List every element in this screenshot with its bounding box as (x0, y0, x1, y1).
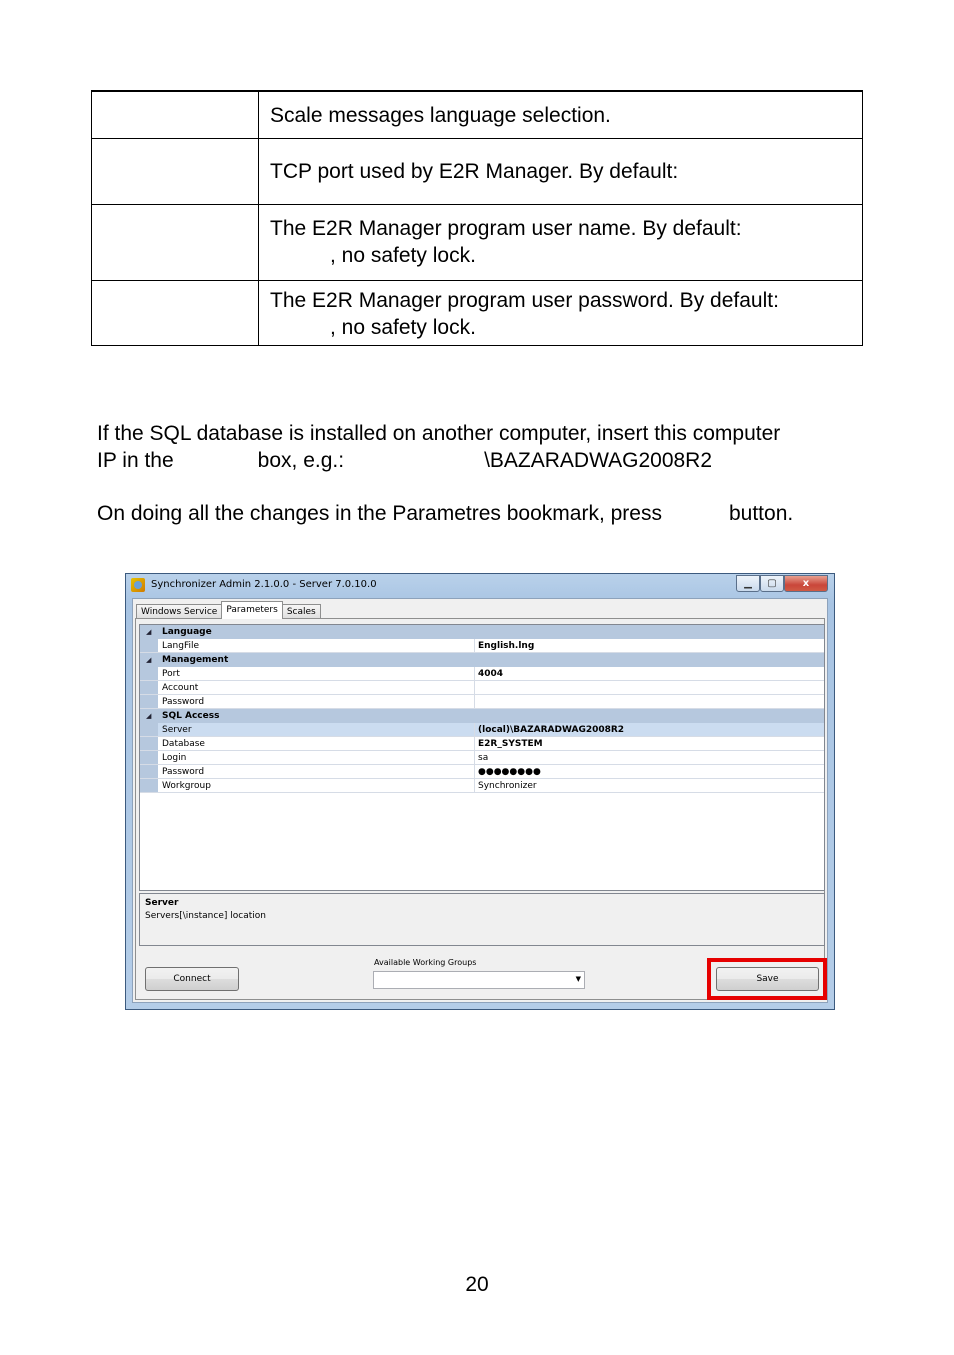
tab-strip (136, 602, 320, 619)
paragraph-line (97, 447, 780, 474)
grid-margin (140, 695, 158, 708)
paragraph-text: \BAZARADWAG2008R2 (484, 449, 713, 472)
page-number: 20 (465, 1273, 489, 1296)
paragraph-text: IP in the (97, 449, 174, 472)
maximize-button[interactable] (760, 575, 784, 592)
parameter-description: Scale messages language selection. (270, 104, 611, 127)
grid-margin (140, 751, 158, 764)
parameter-description-cell (259, 139, 863, 205)
grid-property-value[interactable]: (local)\BAZARADWAG2008R2 (478, 725, 625, 735)
grid-property-name: Password (162, 697, 205, 707)
grid-category[interactable] (140, 625, 824, 639)
grid-column-separator (474, 667, 475, 680)
grid-column-separator (474, 681, 475, 694)
working-groups-select[interactable] (373, 971, 585, 989)
minimize-button[interactable] (736, 575, 760, 592)
grid-category-label: Management (162, 655, 229, 665)
minimize-icon: ▁ (744, 578, 752, 589)
parameter-description-cell (259, 281, 863, 346)
sql-remote-paragraph (97, 420, 780, 474)
grid-property-row[interactable] (140, 667, 824, 681)
grid-margin (140, 779, 158, 792)
grid-column-separator (474, 695, 475, 708)
grid-margin (140, 723, 158, 736)
table-row (92, 139, 863, 205)
maximize-icon: ▢ (767, 578, 777, 589)
connect-button[interactable]: Connect (145, 967, 239, 991)
grid-property-name: Database (162, 739, 205, 749)
grid-property-value[interactable]: E2R_SYSTEM (478, 739, 543, 749)
grid-column-separator (474, 779, 475, 792)
grid-property-name: LangFile (162, 641, 200, 651)
grid-property-row[interactable] (140, 751, 824, 765)
collapse-arrow-icon[interactable]: ◢ (146, 628, 152, 636)
grid-property-row[interactable] (140, 737, 824, 751)
grid-column-separator (474, 639, 475, 652)
grid-property-value[interactable]: sa (478, 753, 489, 763)
paragraph-text: box, e.g.: (257, 449, 345, 472)
grid-property-row[interactable] (140, 779, 824, 793)
grid-property-row[interactable] (140, 681, 824, 695)
close-icon: x (802, 578, 810, 589)
close-button[interactable] (784, 575, 828, 592)
grid-property-name: Port (162, 669, 180, 679)
parameter-description-note: , no safety lock. (330, 244, 476, 267)
save-instruction-paragraph (97, 500, 793, 527)
grid-property-name: Server (162, 725, 192, 735)
property-grid[interactable] (139, 624, 825, 891)
tab-windows-service[interactable]: Windows Service (136, 604, 222, 619)
paragraph-text: On doing all the changes in the Parametres bookmark, press (97, 502, 662, 525)
save-button[interactable]: Save (716, 967, 819, 991)
grid-property-value[interactable]: ●●●●●●●● (478, 767, 541, 777)
table-row (92, 91, 863, 139)
dropdown-arrow-icon[interactable]: ▼ (575, 975, 581, 983)
working-groups-label: Available Working Groups (374, 958, 477, 967)
collapse-arrow-icon[interactable]: ◢ (146, 656, 152, 664)
grid-property-row[interactable] (140, 695, 824, 709)
grid-property-name: Login (162, 753, 187, 763)
tab-scales[interactable]: Scales (282, 604, 321, 619)
table-row (92, 281, 863, 346)
grid-category[interactable] (140, 653, 824, 667)
grid-margin (140, 667, 158, 680)
grid-column-separator (474, 737, 475, 750)
parameter-table (91, 90, 863, 346)
paragraph-line: If the SQL database is installed on another computer, insert this computer (97, 422, 781, 445)
grid-margin (140, 681, 158, 694)
grid-property-value[interactable]: 4004 (478, 669, 504, 679)
grid-category-label: SQL Access (162, 711, 220, 721)
property-description-text: Servers[\instance] location (145, 911, 266, 921)
parameter-description: TCP port used by E2R Manager. By default: (270, 160, 679, 183)
grid-category[interactable] (140, 709, 824, 723)
paragraph-text: button. (728, 502, 794, 525)
parameter-description: The E2R Manager program user password. By default: (270, 289, 779, 312)
parameter-description-cell (259, 91, 863, 139)
window-title: Synchronizer Admin 2.1.0.0 - Server 7.0.10.0 (151, 579, 377, 590)
grid-margin (140, 765, 158, 778)
parameter-name-cell (92, 91, 259, 139)
grid-property-row[interactable] (140, 723, 824, 737)
collapse-arrow-icon[interactable]: ◢ (146, 712, 152, 720)
parameter-description-note: , no safety lock. (330, 316, 476, 339)
grid-column-separator (474, 751, 475, 764)
parameter-description-cell (259, 205, 863, 281)
grid-property-row[interactable] (140, 639, 824, 653)
grid-category-label: Language (162, 627, 212, 637)
grid-margin (140, 737, 158, 750)
grid-property-name: Account (162, 683, 199, 693)
table-row (92, 205, 863, 281)
window-client (132, 598, 828, 1003)
grid-property-row[interactable] (140, 765, 824, 779)
parameter-name-cell (92, 205, 259, 281)
synchronizer-admin-window (125, 573, 835, 1010)
property-description-title: Server (145, 898, 179, 908)
grid-column-separator (474, 723, 475, 736)
parameter-name-cell (92, 139, 259, 205)
property-description (139, 893, 825, 946)
window-controls (736, 575, 828, 592)
parameter-name-cell (92, 281, 259, 346)
title-bar[interactable] (126, 574, 834, 598)
grid-margin (140, 639, 158, 652)
app-icon (131, 578, 145, 592)
grid-property-name: Password (162, 767, 205, 777)
grid-property-value[interactable]: English.lng (478, 641, 535, 651)
grid-property-name: Workgroup (162, 781, 211, 791)
tab-parameters[interactable]: Parameters (221, 601, 283, 619)
parameter-description: The E2R Manager program user name. By default: (270, 217, 742, 240)
grid-column-separator (474, 765, 475, 778)
grid-property-value[interactable]: Synchronizer (478, 781, 537, 791)
